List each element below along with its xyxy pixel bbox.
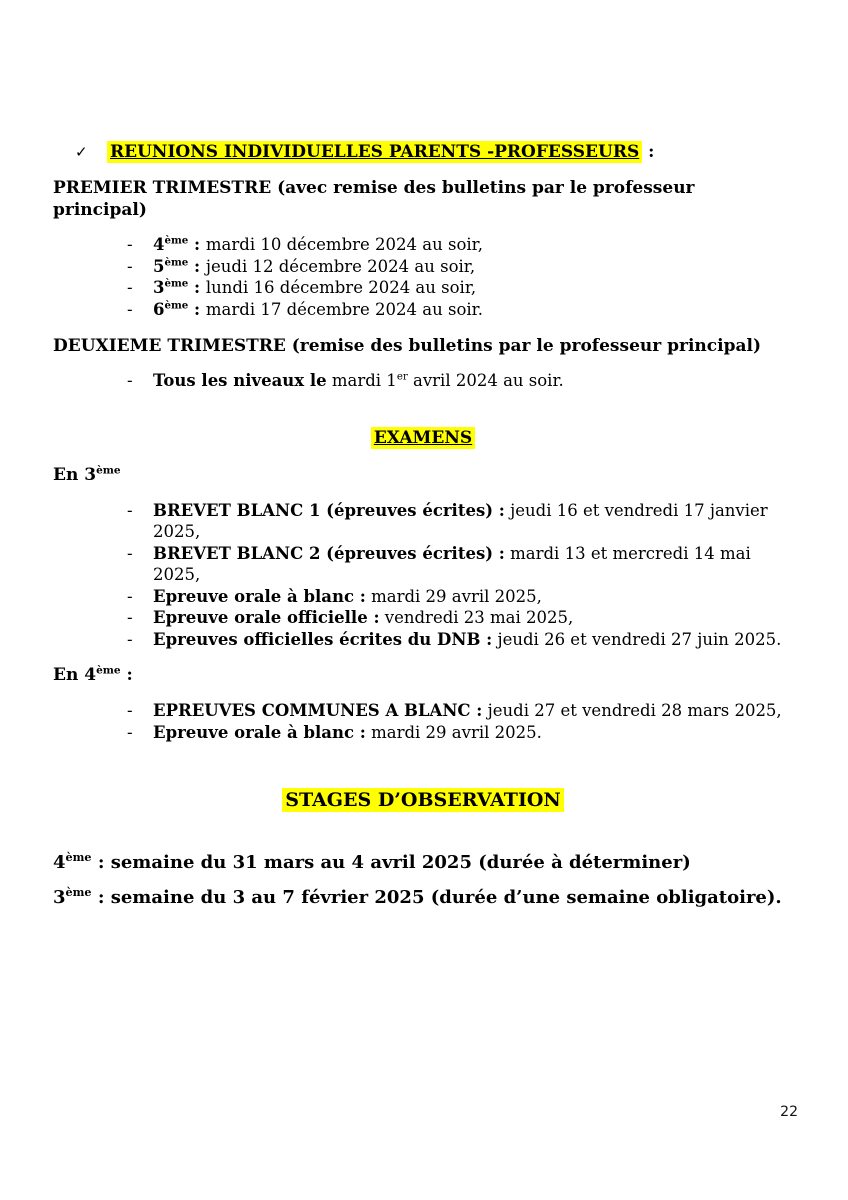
stage-line-4eme: 4ème : semaine du 31 mars au 4 avril 2025 (durée à déterminer) [53,851,691,873]
list-item [127,256,793,278]
list-item [127,722,793,744]
list-item [127,700,793,722]
list-item-text: EPREUVES COMMUNES A BLANC : jeudi 27 et vendredi 28 mars 2025, [153,701,782,720]
list-marker: - [127,278,133,297]
list-item [127,370,793,392]
list-marker: - [127,722,133,742]
deuxieme-trimestre-list [127,370,793,392]
list-item-text: 6ème : mardi 17 décembre 2024 au soir. [153,299,483,319]
premier-trimestre-list [127,234,793,320]
reunions-title [107,142,654,162]
section-title-reunions [75,142,793,162]
list-item-text: Tous les niveaux le mardi 1er avril 2024 au soir. [153,371,564,390]
list-marker: - [127,235,133,254]
list-marker: - [127,543,133,563]
list-item [127,586,793,608]
list-item-text: Epreuves officielles écrites du DNB : jeudi 26 et vendredi 27 juin 2025. [153,629,782,649]
list-marker: - [127,608,133,627]
deuxieme-trimestre-heading: DEUXIEME TRIMESTRE (remise des bulletins par le professeur principal) [53,336,761,356]
examens-heading-wrap [53,428,793,448]
stage-line-3eme: 3ème : semaine du 3 au 7 février 2025 (durée d’une semaine obligatoire). [53,886,782,908]
document-content [53,142,793,921]
list-marker: - [127,586,133,606]
list-item [127,234,793,256]
list-marker: - [127,629,133,649]
exams-level-4-label: En 4ème : [53,664,133,685]
premier-trimestre-heading: PREMIER TRIMESTRE (avec remise des bulletins par le professeur principal) [53,178,695,220]
list-marker: - [127,701,133,720]
list-marker: - [127,299,133,319]
list-item [127,277,793,299]
list-item-text: 4ème : mardi 10 décembre 2024 au soir, [153,234,483,254]
page-number: 22 [780,1104,798,1120]
list-marker: - [127,500,133,520]
list-item-text: Epreuve orale officielle : vendredi 23 mai 2025, [153,608,574,627]
exams-level-3-label: En 3ème [53,463,121,485]
list-item [127,543,793,586]
list-item-text: Epreuve orale à blanc : mardi 29 avril 2025. [153,722,542,742]
list-item [127,607,793,629]
stages-heading: STAGES D’OBSERVATION [282,788,564,812]
list-item-text: Epreuve orale à blanc : mardi 29 avril 2025, [153,586,542,606]
stages-heading-wrap [53,789,793,811]
checkmark-icon: ✓ [75,143,88,161]
list-item-text: BREVET BLANC 1 (épreuves écrites) : jeudi 16 et vendredi 17 janvier 2025, [153,500,768,541]
reunions-title-highlight: REUNIONS INDIVIDUELLES PARENTS -PROFESSEURS [107,141,642,163]
list-marker: - [127,256,133,276]
examens-heading: EXAMENS [371,427,475,449]
exams-level-3-list [127,500,793,651]
reunions-title-suffix: : [642,142,655,162]
exams-level-4-list [127,700,793,743]
list-item-text: 3ème : lundi 16 décembre 2024 au soir, [153,277,477,297]
list-marker: - [127,371,133,390]
list-item [127,500,793,543]
list-item-text: 5ème : jeudi 12 décembre 2024 au soir, [153,256,476,276]
list-item [127,299,793,321]
list-item [127,629,793,651]
list-item-text: BREVET BLANC 2 (épreuves écrites) : mardi 13 et mercredi 14 mai 2025, [153,543,751,584]
